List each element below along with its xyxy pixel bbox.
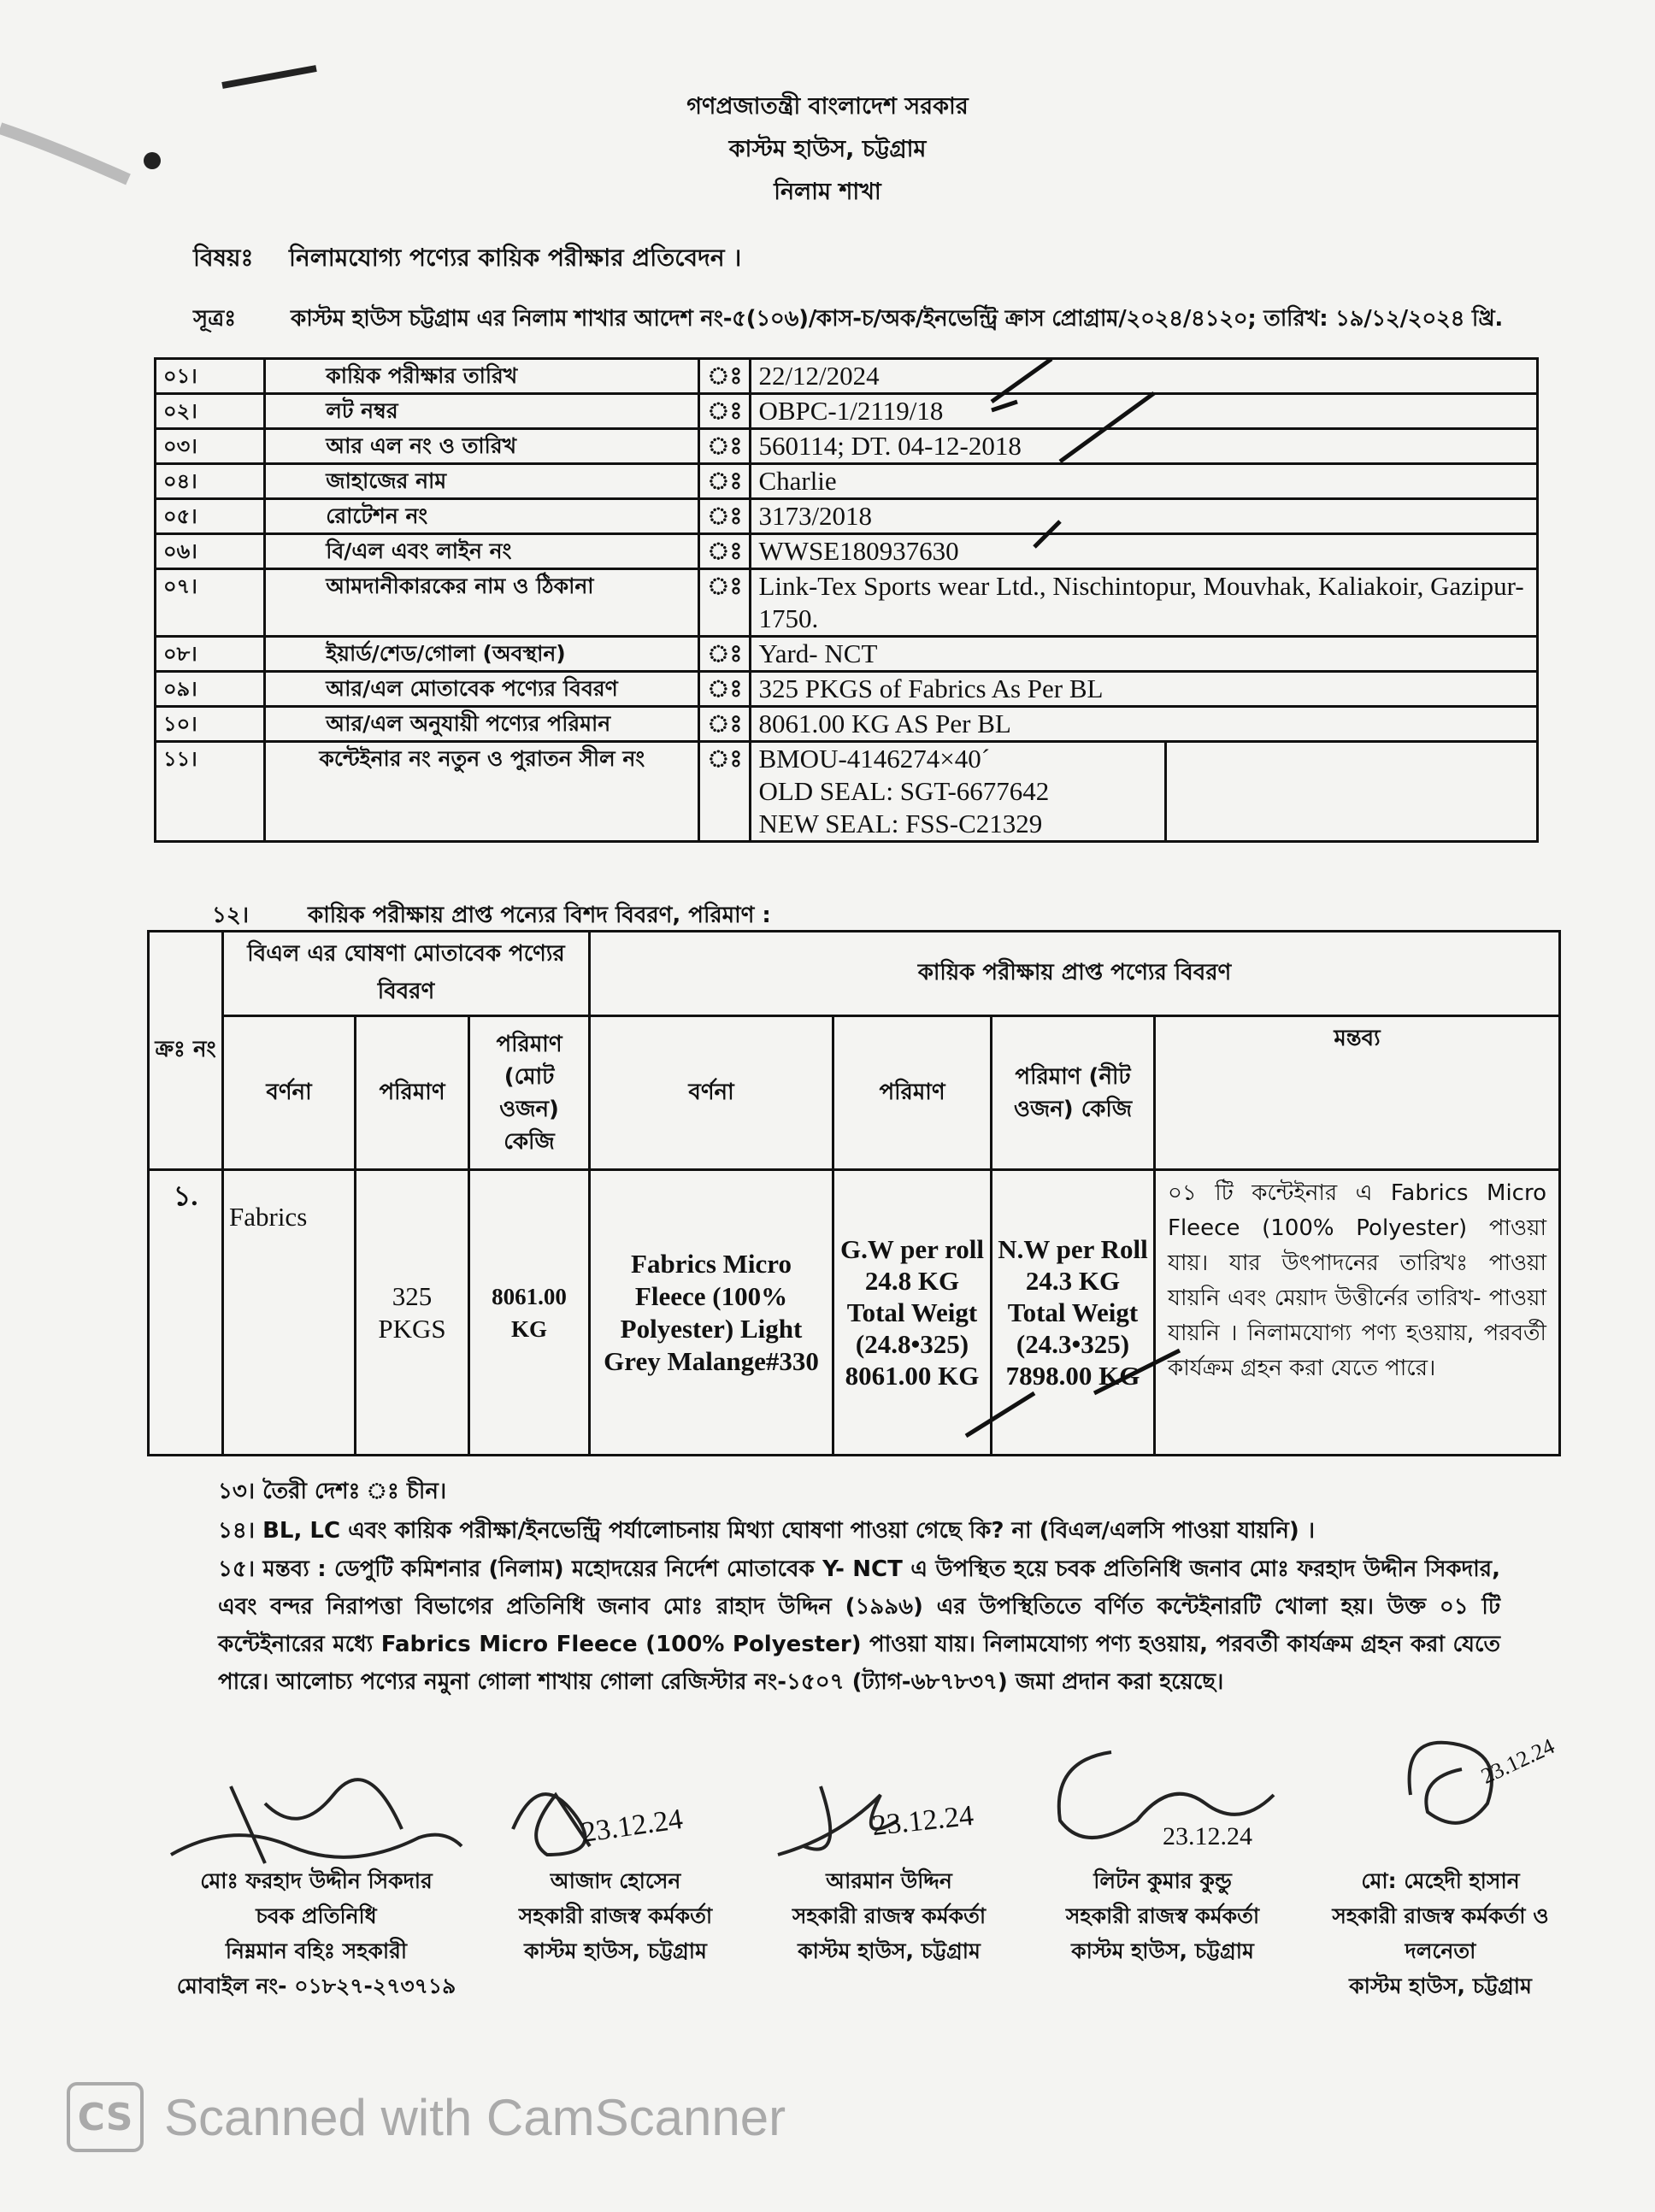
info-row-container — [156, 742, 1538, 842]
info-table — [154, 357, 1539, 843]
info-row — [156, 429, 1538, 464]
info-sep: ঃ — [699, 429, 751, 464]
col-net-header: পরিমাণ (নীট ওজন) কেজি — [992, 1016, 1155, 1170]
container-values — [751, 742, 1166, 842]
signatory-org: কাস্টম হাউস, চট্টগ্রাম — [524, 1938, 707, 1963]
subject-text: নিলামযোগ্য পণ্যের কায়িক পরীক্ষার প্রতিবেদন । — [289, 244, 742, 272]
signature-scribble-icon — [1034, 1727, 1291, 1880]
signatory-1 — [154, 1863, 479, 2003]
info-value: 560114; DT. 04-12-2018 — [751, 429, 1538, 464]
info-no: ০৬। — [156, 534, 265, 569]
section12-number: ১২। — [212, 903, 250, 928]
info-value: Charlie — [751, 464, 1538, 499]
col-desc-header: বর্ণনা — [223, 1016, 356, 1170]
info-no: ১০। — [156, 707, 265, 742]
camscanner-watermark — [67, 2082, 786, 2152]
item14: ১৪। BL, LC এবং কায়িক পরীক্ষা/ইনভেন্ট্রি পর্যালোচনায় মিথ্যা ঘোষণা পাওয়া গেছে কি? না (বিএল/এলসি পাওয়া যায়নি) । — [218, 1518, 1316, 1544]
signatory-name: মো: মেহেদী হাসান — [1361, 1868, 1520, 1893]
signatory-title: সহকারী রাজস্ব কর্মকর্তা ও দলনেতা — [1332, 1903, 1549, 1963]
info-row — [156, 707, 1538, 742]
tick-marks-icon — [957, 1333, 1197, 1444]
info-label: আর/এল মোতাবেক পণ্যের বিবরণ — [265, 672, 699, 707]
info-value: Link-Tex Sports wear Ltd., Nischintopur, Mouvhak, Kaliakoir, Gazipur-1750. — [751, 569, 1538, 637]
header-office: কাস্টম হাউস, চট্টগ্রাম — [728, 136, 927, 162]
reference-text: কাস্টম হাউস চট্টগ্রাম এর নিলাম শাখার আদেশ নং-৫(১০৬)/কাস-চ/অক/ইনভেন্ট্রি ক্রাস প্রোগ্রাম/২০২৪/৪১২০; তারিখ: ১৯/১২/২০২৪ খ্রি. — [291, 306, 1503, 332]
row-desc: Fabrics — [223, 1170, 356, 1456]
signatory-4 — [1034, 1822, 1291, 1968]
container-blank-cell — [1166, 742, 1538, 842]
signatory-extra: মোবাইল নং- ০১৮২৭-২৭৩৭১৯ — [176, 1974, 456, 1998]
info-row — [156, 672, 1538, 707]
new-seal: NEW SEAL: FSS-C21329 — [758, 809, 1043, 838]
info-row — [156, 499, 1538, 534]
info-sep: ঃ — [699, 672, 751, 707]
info-no: ০৪। — [156, 464, 265, 499]
serial-header: ক্রঃ নং — [149, 932, 223, 1170]
signatory-org: কাস্টম হাউস, চট্টগ্রাম — [1349, 1974, 1532, 1998]
detail-table — [147, 930, 1561, 1456]
old-seal: OLD SEAL: SGT-6677642 — [758, 776, 1050, 806]
info-no: ০২। — [156, 394, 265, 429]
row-remark: ০১ টি কন্টেইনার এ Fabrics Micro Fleece (100% Polyester) পাওয়া যায়। যার উৎপাদনের তারিখঃ পাওয়া যায়নি এবং মেয়াদ উত্তীর্নের তারিখ- পাওয়া যায়নি । নিলামযোগ্য পণ্য হওয়ায়, পরবর্তী কার্যক্রম গ্রহন করা যেতে পারে। — [1155, 1170, 1560, 1456]
bl-group-header: বিএল এর ঘোষণা মোতাবেক পণ্যের বিবরণ — [223, 932, 590, 1016]
camscanner-text: Scanned with CamScanner — [164, 2088, 786, 2146]
col-exam-desc-header: বর্ণনা — [590, 1016, 833, 1170]
info-no: ০৩। — [156, 429, 265, 464]
detail-row — [149, 1170, 1560, 1456]
info-no: ০১। — [156, 359, 265, 394]
row-gross: 8061.00 KG — [469, 1170, 590, 1456]
info-label: বি/এল এবং লাইন নং — [265, 534, 699, 569]
info-value: 3173/2018 — [751, 499, 1538, 534]
container-number: BMOU-4146274×40´ — [758, 744, 991, 774]
signatory-name: আরমান উদ্দিন — [826, 1868, 952, 1893]
info-label: কায়িক পরীক্ষার তারিখ — [265, 359, 699, 394]
signature-date: 23.12.24 — [580, 1803, 685, 1850]
signatory-title: সহকারী রাজস্ব কর্মকর্তা — [1065, 1903, 1260, 1928]
subject-label: বিষয়ঃ — [193, 244, 254, 272]
info-sep: ঃ — [699, 569, 751, 637]
info-row — [156, 464, 1538, 499]
info-value: OBPC-1/2119/18 — [751, 394, 1538, 429]
col-exam-qty-header: পরিমাণ — [833, 1016, 992, 1170]
signatory-org: কাস্টম হাউস, চট্টগ্রাম — [798, 1938, 981, 1963]
info-sep: ঃ — [699, 359, 751, 394]
camscanner-logo-icon: CS — [67, 2082, 144, 2152]
info-sep: ঃ — [699, 499, 751, 534]
info-row — [156, 359, 1538, 394]
col-qty-header: পরিমাণ — [356, 1016, 469, 1170]
signatory-5 — [1299, 1733, 1581, 2003]
info-value: 22/12/2024 — [751, 359, 1538, 394]
reference-label: সূত্রঃ — [193, 306, 237, 332]
signatory-title: চবক প্রতিনিধি — [256, 1903, 377, 1928]
info-sep: ঃ — [699, 394, 751, 429]
info-no: ০৫। — [156, 499, 265, 534]
info-value: 8061.00 KG AS Per BL — [751, 707, 1538, 742]
info-value: WWSE180937630 — [751, 534, 1538, 569]
signatory-name: আজাদ হোসেন — [550, 1868, 681, 1893]
info-row — [156, 394, 1538, 429]
item13: ১৩। তৈরী দেশঃ ঃ চীন। — [218, 1479, 447, 1504]
detail-header-row-1 — [149, 932, 1560, 1016]
info-row — [156, 534, 1538, 569]
row-exam-qty: G.W per roll 24.8 KG Total Weigt (24.8•325) 8061.00 KG — [833, 1170, 992, 1456]
info-label: আমদানীকারকের নাম ও ঠিকানা — [265, 569, 699, 637]
info-label: কন্টেইনার নং নতুন ও পুরাতন সীল নং — [265, 742, 699, 842]
signatory-name: লিটন কুমার কুন্ডু — [1093, 1868, 1232, 1893]
item15: ১৫। মন্তব্য : ডেপুটি কমিশনার (নিলাম) মহোদয়ের নির্দেশ মোতাবেক Y- NCT এ উপস্থিত হয়ে চবক প্রতিনিধি জনাব মোঃ ফরহাদ উদ্দীন সিকদার, এবং বন্দর নিরাপত্তা বিভাগের প্রতিনিধি জনাব মোঃ রাহাদ উদ্দিন (১৯৯৬) এর উপস্থিতিতে বর্ণিত কন্টেইনারটি খোলা হয়। উক্ত ০১ টি কন্টেইনারের মধ্যে Fabrics Micro Fleece (100% Polyester) পাওয়া যায়। নিলামযোগ্য পণ্য হওয়ায়, পরবর্তী কার্যক্রম গ্রহন করা যেতে পারে। আলোচ্য পণ্যের নমুনা গোলা শাখায় গোলা রেজিস্টার নং-১৫০৭ (ট্যাগ-৬৮৭৮৩৭) জমা প্রদান করা হয়েছে। — [218, 1556, 1500, 1695]
signatory-2 — [487, 1803, 744, 1968]
detail-header-row-2 — [149, 1016, 1560, 1170]
tick-marks-icon — [940, 342, 1163, 564]
signature-date: 23.12.24 — [1163, 1822, 1252, 1850]
info-row — [156, 637, 1538, 672]
signatory-org: নিম্নমান বহিঃ সহকারী — [225, 1938, 408, 1963]
exam-group-header: কায়িক পরীক্ষায় প্রাপ্ত পণ্যের বিবরণ — [590, 932, 1560, 1016]
signature-scribble-icon — [162, 1769, 470, 1880]
info-label: আর/এল অনুযায়ী পণ্যের পরিমান — [265, 707, 699, 742]
row-exam-desc: Fabrics Micro Fleece (100% Polyester) Light Grey Malange#330 — [590, 1170, 833, 1456]
signatory-name: মোঃ ফরহাদ উদ্দীন সিকদার — [200, 1868, 433, 1893]
info-value: Yard- NCT — [751, 637, 1538, 672]
col-gross-header: পরিমাণ (মোট ওজন) কেজি — [469, 1016, 590, 1170]
info-sep: ঃ — [699, 637, 751, 672]
info-sep: ঃ — [699, 707, 751, 742]
info-label: লট নম্বর — [265, 394, 699, 429]
info-label: ইয়ার্ড/শেড/গোলা (অবস্থান) — [265, 637, 699, 672]
info-label: জাহাজের নাম — [265, 464, 699, 499]
signatory-title: সহকারী রাজস্ব কর্মকর্তা — [518, 1903, 713, 1928]
info-no: ০৯। — [156, 672, 265, 707]
info-sep: ঃ — [699, 464, 751, 499]
signature-date: 23.12.24 — [870, 1799, 975, 1843]
info-no: ০৭। — [156, 569, 265, 637]
signatory-title: সহকারী রাজস্ব কর্মকর্তা — [792, 1903, 987, 1928]
info-label: আর এল নং ও তারিখ — [265, 429, 699, 464]
section12-title: কায়িক পরীক্ষায় প্রাপ্ত পন্যের বিশদ বিবরণ, পরিমাণ : — [308, 903, 771, 928]
info-sep: ঃ — [699, 534, 751, 569]
info-no: ০৮। — [156, 637, 265, 672]
info-sep: ঃ — [699, 742, 751, 842]
row-qty: 325 PKGS — [356, 1170, 469, 1456]
info-label: রোটেশন নং — [265, 499, 699, 534]
signatory-org: কাস্টম হাউস, চট্টগ্রাম — [1071, 1938, 1254, 1963]
info-row — [156, 569, 1538, 637]
signatory-3 — [761, 1799, 1017, 1968]
row-serial: ১. — [149, 1170, 223, 1456]
signature-date: 23.12.24 — [1477, 1733, 1558, 1789]
row-net: N.W per Roll 24.3 KG Total Weigt (24.3•325) 7898.00 KG — [992, 1170, 1155, 1456]
header-govt: গণপ্রজাতন্ত্রী বাংলাদেশ সরকার — [686, 93, 969, 120]
info-no: ১১। — [156, 742, 265, 842]
header-section: নিলাম শাখা — [774, 179, 881, 205]
remark-header: মন্তব্য — [1155, 1016, 1560, 1170]
info-value: 325 PKGS of Fabrics As Per BL — [751, 672, 1538, 707]
